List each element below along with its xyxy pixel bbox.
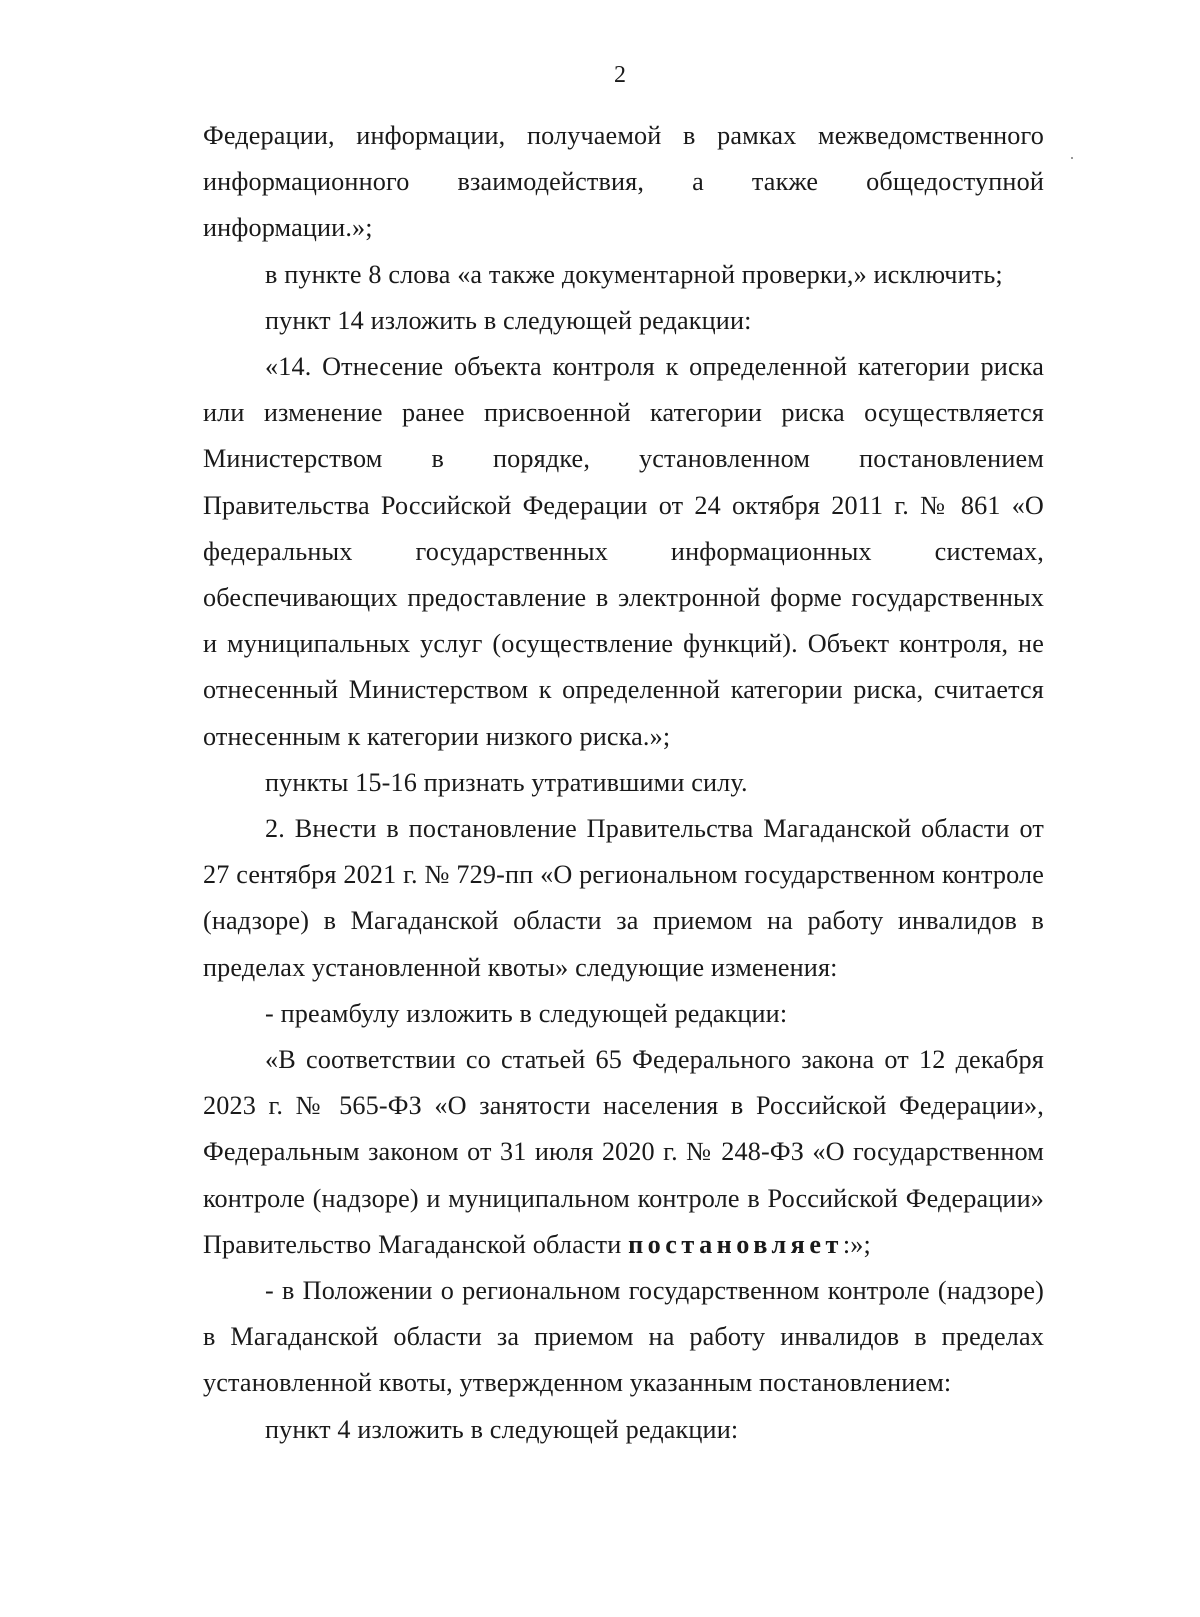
paragraph-3: пункт 14 изложить в следующей редакции:: [265, 305, 752, 335]
paragraph-8-text: «В соответствии со статьей 65 Федерального закона от 12 декабря 2023 г. № 565-ФЗ «О занятости населения в Российской Федерации», Федеральным законом от 31 июля 2020 г. № 248-ФЗ «О государственном контроле (надзоре) и муниципальном контроле в Российской Федерации» Правительство Магаданской области: [203, 1045, 1044, 1259]
paragraph-2: в пункте 8 слова «а также документарной проверки,» исключить;: [265, 259, 1003, 289]
paragraph-8-tail: :»;: [842, 1229, 871, 1259]
decree-keyword: постановляет: [628, 1229, 843, 1259]
paragraph-8: [203, 1037, 1044, 1268]
paragraph-4: «14. Отнесение объекта контроля к определенной категории риска или изменение ранее присвоенной категории риска осуществляется Министерством в порядке, установленном постановлением Правительства Российской Федерации от 24 октября 2011 г. № 861 «О федеральных государственных информационных системах, обеспечивающих предоставление в электронной форме государственных и муниципальных услуг (осуществление функций). Объект контроля, не отнесенный Министерством к определенной категории риска, считается отнесенным к категории низкого риска.»;: [203, 352, 1044, 751]
paragraph-9: - в Положении о региональном государственном контроле (надзоре) в Магаданской области за приемом на работу инвалидов в пределах установленной квоты, утвержденном указанным постановлением:: [203, 1276, 1044, 1398]
paragraph-5: пункты 15-16 признать утратившими силу.: [265, 767, 748, 797]
paragraph-1: Федерации, информации, получаемой в рамках межведомственного информационного взаимодействия, а также общедоступной информации.»;: [203, 121, 1044, 243]
paragraph-7: - преамбулу изложить в следующей редакции:: [265, 998, 788, 1028]
page-number: 2: [614, 62, 626, 88]
document-body: [203, 113, 1044, 1453]
scan-speck: [1071, 157, 1073, 159]
paragraph-10: пункт 4 изложить в следующей редакции:: [265, 1414, 739, 1444]
paragraph-6: 2. Внести в постановление Правительства Магаданской области от 27 сентября 2021 г. № 729-пп «О региональном государственном контроле (надзоре) в Магаданской области за приемом на работу инвалидов в пределах установленной квоты» следующие изменения:: [203, 814, 1044, 982]
